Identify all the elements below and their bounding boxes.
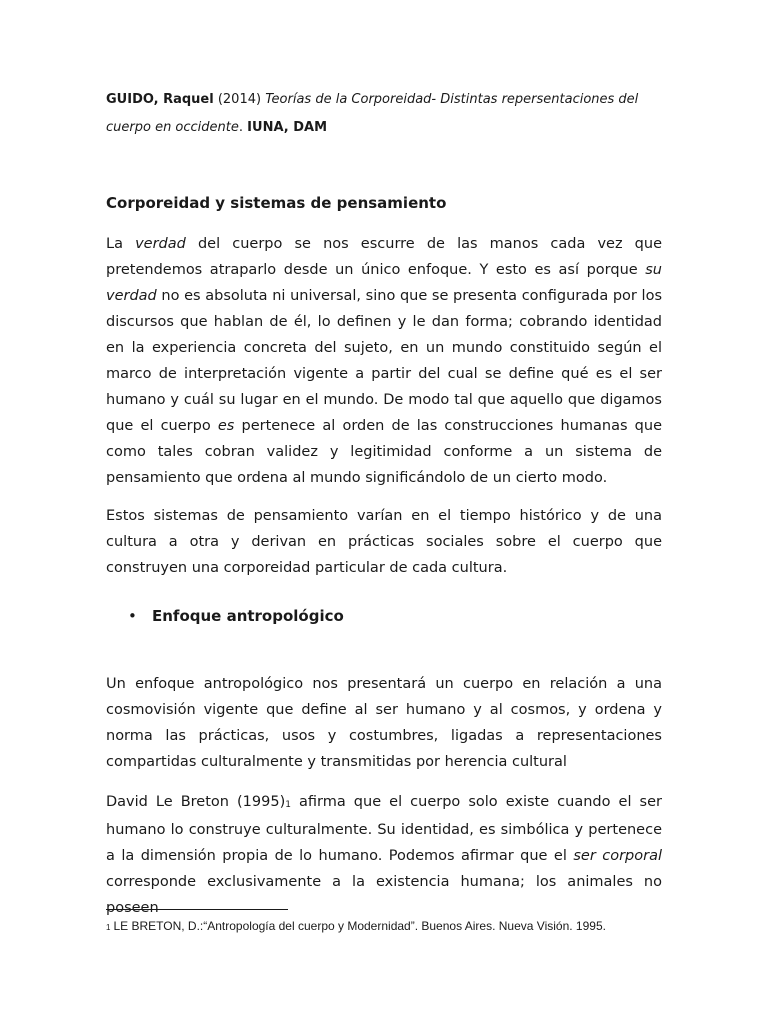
paragraph-4-emphasis: ser corporal xyxy=(573,848,662,864)
paragraph-1-text: pertenece al orden de las construcciones humanas que como tales cobran validez y legitimidad conforme a un sistema de pensamiento que ordena al mundo significándolo de un cierto modo. xyxy=(106,418,662,486)
section-title: Corporeidad y sistemas de pensamiento xyxy=(106,194,447,212)
citation-period: . xyxy=(238,120,244,135)
paragraph-4 xyxy=(106,789,662,921)
footnote-separator xyxy=(106,909,288,910)
footnote-text: LE BRETON, D.:“Antropología del cuerpo y Modernidad”. Buenos Aires. Nueva Visión. 1995. xyxy=(113,919,606,933)
footnote xyxy=(106,917,662,937)
paragraph-1-emphasis: es xyxy=(217,418,235,434)
paragraph-3: Un enfoque antropológico nos presentará un cuerpo en relación a una cosmovisión vigente que define al ser humano y al cosmos, y ordena y norma las prácticas, usos y costumbres, ligadas a representaciones compartidas culturalmente y transmitidas por herencia cultural xyxy=(106,676,662,770)
citation-year: (2014) xyxy=(217,92,262,107)
paragraph-1-emphasis: verdad xyxy=(135,236,186,252)
paragraph-4-text: afirma que el cuerpo solo existe cuando el ser humano lo construye culturalmente. Su identidad, es simbólica y pertenece a la dimensión propia de lo humano. Podemos afirmar que el xyxy=(106,794,662,864)
citation-title: Teorías de la Corporeidad- Distintas repersentaciones del cuerpo en occidente xyxy=(106,92,639,135)
paragraph-1-emphasis: su verdad xyxy=(106,262,662,304)
paragraph-1 xyxy=(106,231,662,491)
footnote-mark: 1 xyxy=(106,923,111,932)
bullet-item xyxy=(128,604,344,628)
paragraph-1-text: del cuerpo se nos escurre de las manos cada vez que pretendemos atraparlo desde un único enfoque. Y esto es así porque xyxy=(106,236,662,278)
bibliographic-citation xyxy=(106,86,662,142)
paragraph-4-text: David Le Breton (1995) xyxy=(106,794,286,810)
citation-author: GUIDO, Raquel xyxy=(106,92,214,107)
footnote-reference[interactable]: 1 xyxy=(285,800,291,810)
paragraph-4-text: corresponde exclusivamente a la existencia humana; los animales no poseen xyxy=(106,874,662,916)
paragraph-1-text: no es absoluta ni universal, sino que se presenta configurada por los discursos que hablan de él, lo definen y le dan forma; cobrando identidad en la experiencia concreta del sujeto, en un mundo constituido según el marco de interpretación vigente a partir del cual se define qué es el ser humano y cuál su lugar en el mundo. De modo tal que aquello que digamos que el cuerpo xyxy=(106,288,662,434)
paragraph-2: Estos sistemas de pensamiento varían en el tiempo histórico y de una cultura a otra y derivan en prácticas sociales sobre el cuerpo que construyen una corporeidad particular de cada cultura. xyxy=(106,508,662,576)
bullet-label: Enfoque antropológico xyxy=(152,607,344,625)
citation-institution: IUNA, DAM xyxy=(247,120,327,135)
bullet-symbol: • xyxy=(128,607,137,625)
paragraph-1-text: La xyxy=(106,236,136,252)
